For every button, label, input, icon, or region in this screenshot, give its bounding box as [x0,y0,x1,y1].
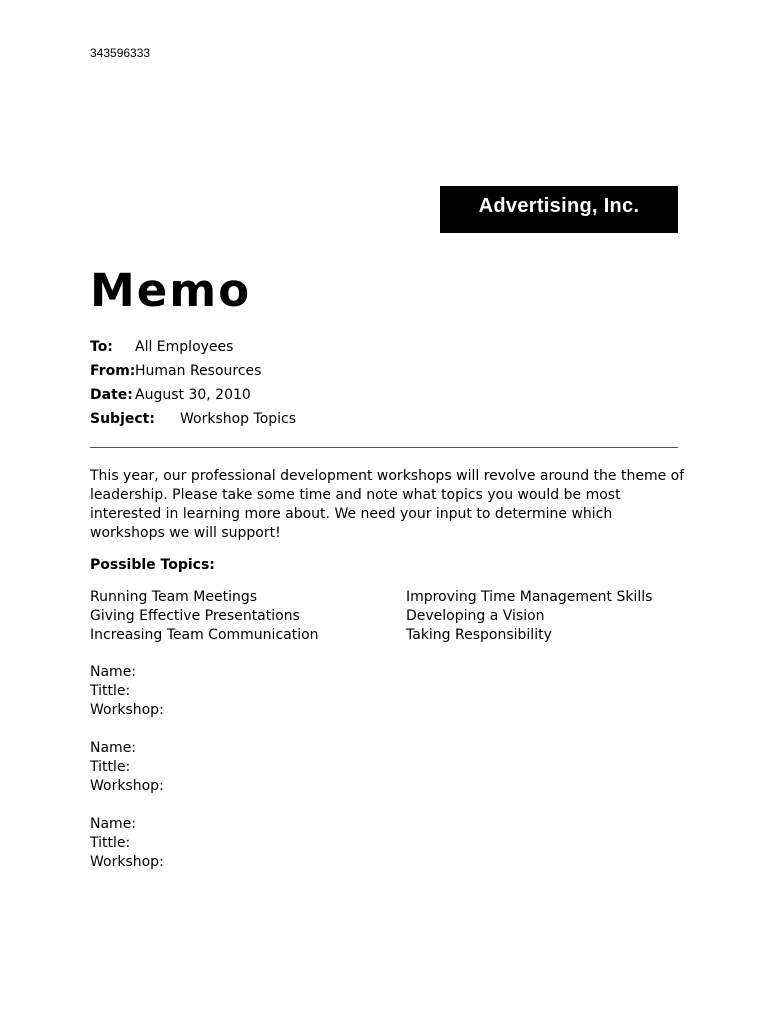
name-label: Name: [90,664,137,680]
intro-paragraph: This year, our professional development workshops will revolve around the theme of leadership. Please take some time and note what topics you would be most interested in learning more about. We need your input to determine which workshops we will support! [90,468,685,541]
to-label: To: [90,339,113,355]
date-value: August 30, 2010 [135,387,251,403]
date-field [90,385,251,409]
workshop-label: Workshop: [90,702,164,718]
topic-item: Improving Time Management Skills [406,589,653,605]
topics-heading: Possible Topics: [90,557,215,573]
name-label: Name: [90,740,137,756]
signup-section [90,663,164,891]
date-label: Date: [90,387,133,403]
workshop-label: Workshop: [90,778,164,794]
subject-label: Subject: [90,411,155,427]
signup-block [90,815,164,872]
title-label: Tittle: [90,683,131,699]
signup-block [90,663,164,720]
topics-left-column [90,588,319,645]
workshop-label: Workshop: [90,854,164,870]
topic-item: Running Team Meetings [90,589,258,605]
name-label: Name: [90,816,137,832]
memo-title: Memo [90,264,252,317]
from-value: Human Resources [135,363,262,379]
from-label: From: [90,363,136,379]
subject-value: Workshop Topics [180,411,297,427]
company-name-banner: Advertising, Inc. [440,186,678,233]
subject-field [90,409,297,433]
topic-item: Giving Effective Presentations [90,608,300,624]
topic-item: Taking Responsibility [406,627,552,643]
title-label: Tittle: [90,759,131,775]
topics-right-column [406,588,652,645]
document-id-number: 343596333 [90,46,151,60]
topic-item: Increasing Team Communication [90,627,319,643]
to-field [90,337,234,361]
title-label: Tittle: [90,835,131,851]
signup-block [90,739,164,796]
header-divider [90,447,678,448]
from-field [90,361,262,385]
to-value: All Employees [135,339,234,355]
topic-item: Developing a Vision [406,608,545,624]
memo-header-fields [90,337,297,433]
